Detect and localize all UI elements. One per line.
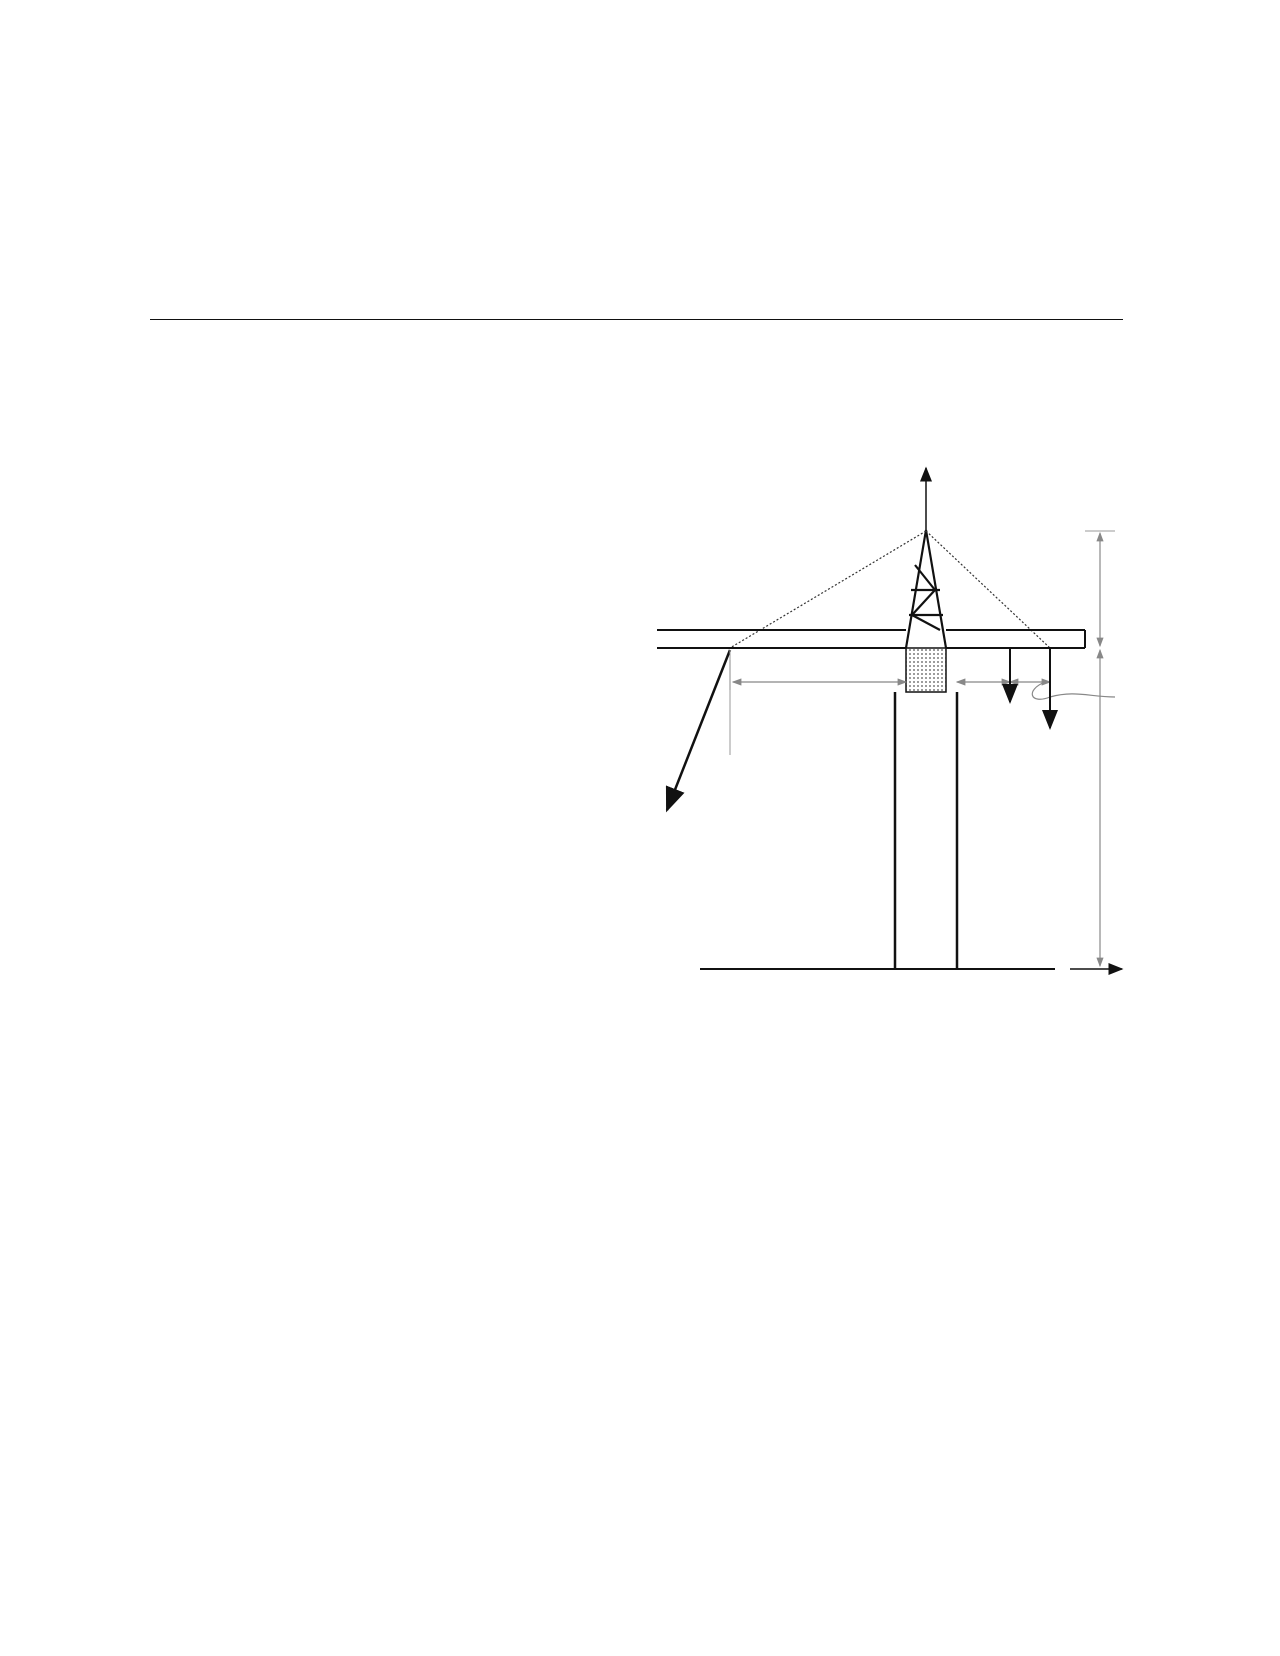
mast-section — [906, 648, 946, 692]
tower-lattice — [895, 692, 957, 969]
counter-jib — [946, 630, 1085, 648]
mast-peak — [906, 530, 946, 648]
answer-a — [150, 1493, 187, 1524]
answer-c — [150, 1556, 187, 1587]
force-b-arrow — [667, 650, 730, 810]
dim-d-leader — [1032, 682, 1115, 699]
answer-b — [150, 1524, 187, 1550]
jib-boom — [657, 630, 906, 648]
